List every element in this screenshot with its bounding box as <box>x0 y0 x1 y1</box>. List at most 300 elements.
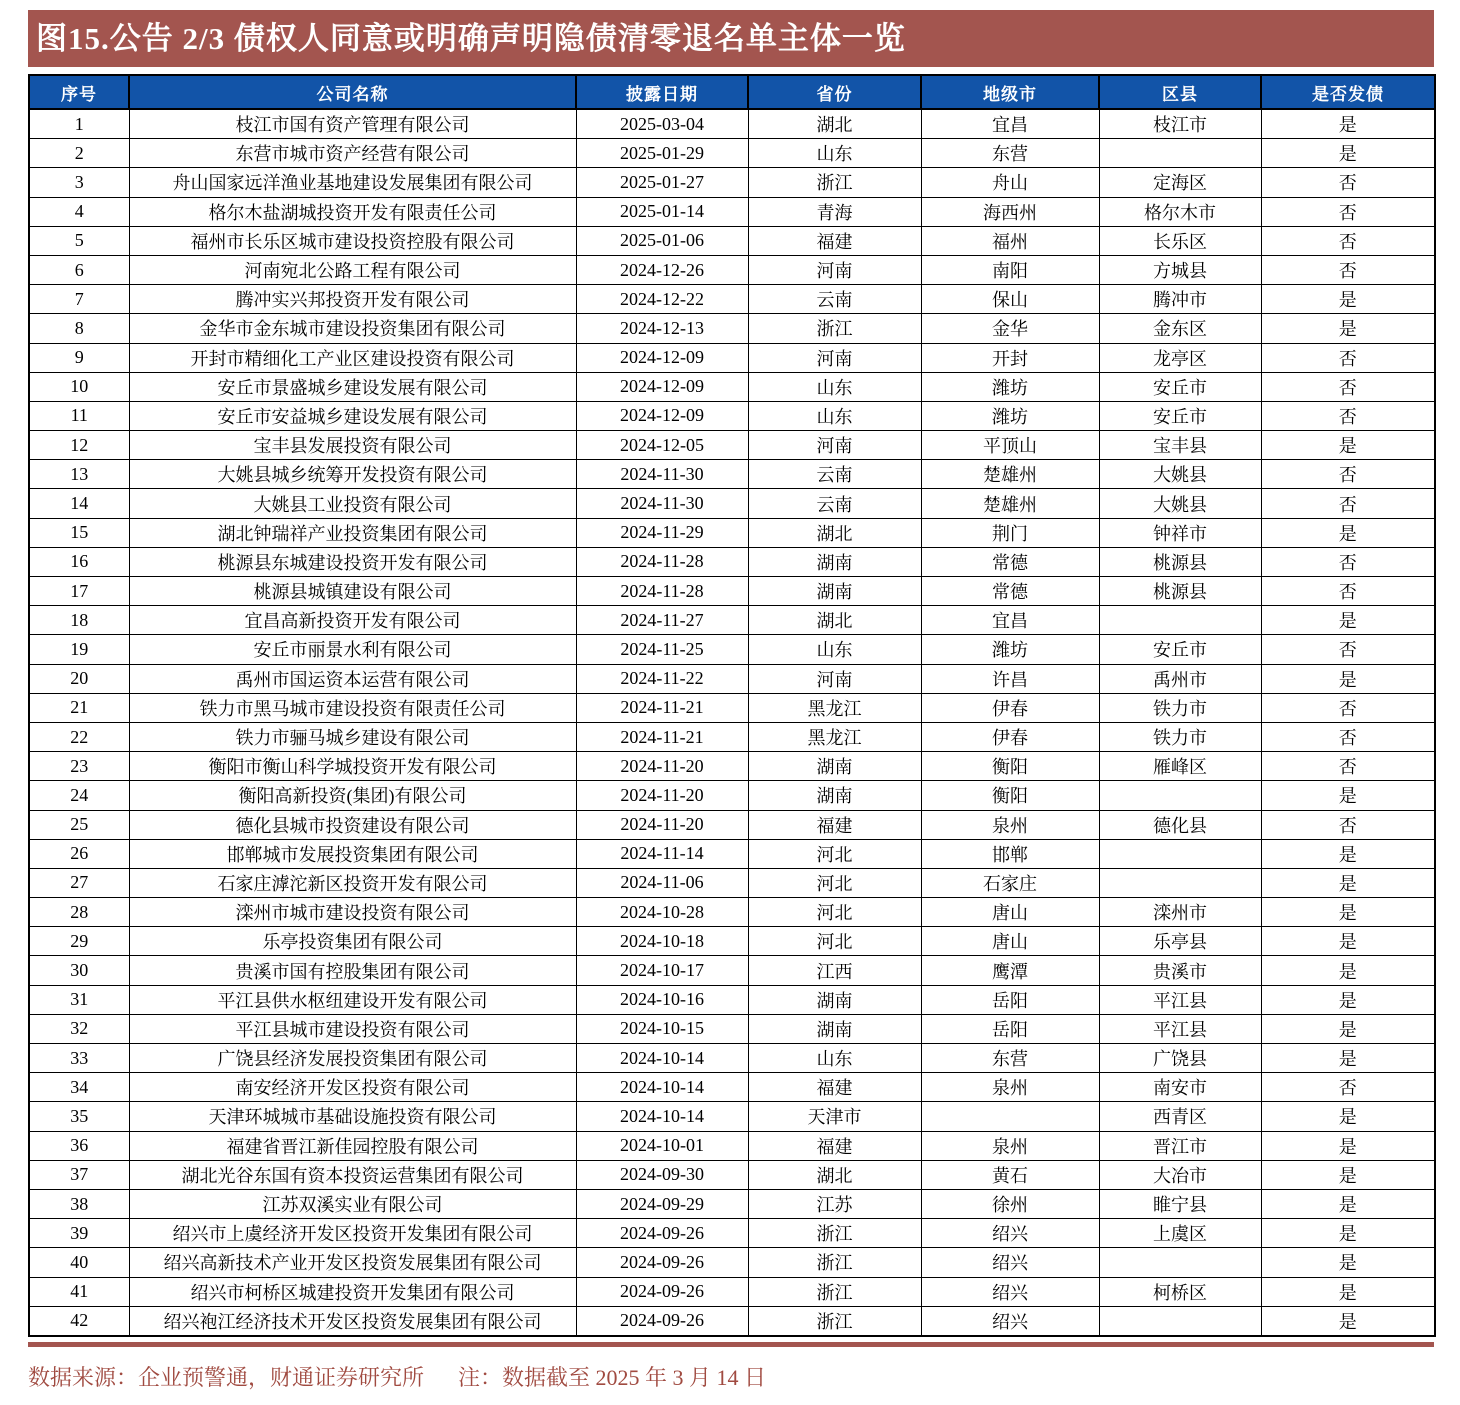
cell-bond-issued: 否 <box>1261 577 1435 606</box>
cell-bond-issued: 是 <box>1261 606 1435 635</box>
cell-index: 18 <box>29 606 129 635</box>
table-row <box>29 1160 1435 1189</box>
cell-province: 浙江 <box>748 1248 921 1277</box>
cell-index: 17 <box>29 577 129 606</box>
cell-disclosure-date: 2024-11-30 <box>576 489 748 518</box>
cell-province: 河北 <box>748 927 921 956</box>
table-row <box>29 1219 1435 1248</box>
cell-index: 38 <box>29 1189 129 1218</box>
cell-district: 广饶县 <box>1099 1044 1261 1073</box>
cell-district: 贵溪市 <box>1099 956 1261 985</box>
cell-district: 大冶市 <box>1099 1160 1261 1189</box>
cell-bond-issued: 是 <box>1261 1189 1435 1218</box>
table-row <box>29 1306 1435 1336</box>
cell-district: 南安市 <box>1099 1073 1261 1102</box>
cell-city: 唐山 <box>921 927 1099 956</box>
cell-index: 21 <box>29 693 129 722</box>
cell-disclosure-date: 2024-11-20 <box>576 781 748 810</box>
cell-province: 福建 <box>748 810 921 839</box>
cell-disclosure-date: 2024-10-16 <box>576 985 748 1014</box>
cell-province: 湖北 <box>748 109 921 139</box>
cell-index: 3 <box>29 168 129 197</box>
table-row <box>29 927 1435 956</box>
table-row <box>29 868 1435 897</box>
cell-index: 29 <box>29 927 129 956</box>
table-row <box>29 226 1435 255</box>
cell-company-name: 德化县城市投资建设有限公司 <box>129 810 576 839</box>
cell-province: 福建 <box>748 1073 921 1102</box>
cell-province: 青海 <box>748 197 921 226</box>
cell-bond-issued: 是 <box>1261 518 1435 547</box>
cell-disclosure-date: 2025-01-29 <box>576 139 748 168</box>
cell-bond-issued: 是 <box>1261 781 1435 810</box>
cell-bond-issued: 是 <box>1261 1219 1435 1248</box>
cell-bond-issued: 否 <box>1261 489 1435 518</box>
cell-company-name: 绍兴市柯桥区城建投资开发集团有限公司 <box>129 1277 576 1306</box>
cell-city: 福州 <box>921 226 1099 255</box>
cell-bond-issued: 否 <box>1261 1073 1435 1102</box>
cell-bond-issued: 是 <box>1261 664 1435 693</box>
cell-province: 云南 <box>748 285 921 314</box>
cell-bond-issued: 是 <box>1261 1102 1435 1131</box>
cell-disclosure-date: 2024-11-06 <box>576 868 748 897</box>
cell-district: 铁力市 <box>1099 693 1261 722</box>
cell-city: 开封 <box>921 343 1099 372</box>
cell-province: 山东 <box>748 635 921 664</box>
cell-district <box>1099 1306 1261 1336</box>
cell-province: 湖北 <box>748 606 921 635</box>
cell-disclosure-date: 2024-09-26 <box>576 1219 748 1248</box>
cell-district: 乐亭县 <box>1099 927 1261 956</box>
cell-city: 海西州 <box>921 197 1099 226</box>
cell-bond-issued: 否 <box>1261 693 1435 722</box>
cell-bond-issued: 是 <box>1261 1306 1435 1336</box>
cell-district: 西青区 <box>1099 1102 1261 1131</box>
cell-index: 2 <box>29 139 129 168</box>
cell-bond-issued: 否 <box>1261 635 1435 664</box>
cell-province: 天津市 <box>748 1102 921 1131</box>
cell-city: 楚雄州 <box>921 460 1099 489</box>
cell-company-name: 湖北钟瑞祥产业投资集团有限公司 <box>129 518 576 547</box>
cell-index: 20 <box>29 664 129 693</box>
cell-disclosure-date: 2024-11-21 <box>576 693 748 722</box>
cell-index: 37 <box>29 1160 129 1189</box>
cell-company-name: 铁力市黑马城市建设投资有限责任公司 <box>129 693 576 722</box>
cell-bond-issued: 是 <box>1261 314 1435 343</box>
cell-city: 徐州 <box>921 1189 1099 1218</box>
cell-disclosure-date: 2024-11-14 <box>576 839 748 868</box>
cell-province: 湖北 <box>748 1160 921 1189</box>
data-note-text: 注：数据截至 2025 年 3 月 14 日 <box>458 1364 767 1390</box>
cell-district: 平江县 <box>1099 985 1261 1014</box>
cell-disclosure-date: 2024-10-15 <box>576 1014 748 1043</box>
cell-disclosure-date: 2024-12-09 <box>576 401 748 430</box>
cell-bond-issued: 是 <box>1261 1277 1435 1306</box>
cell-company-name: 福州市长乐区城市建设投资控股有限公司 <box>129 226 576 255</box>
table-row <box>29 839 1435 868</box>
cell-company-name: 江苏双溪实业有限公司 <box>129 1189 576 1218</box>
cell-company-name: 绍兴市上虞经济开发区投资开发集团有限公司 <box>129 1219 576 1248</box>
cell-index: 8 <box>29 314 129 343</box>
cell-index: 13 <box>29 460 129 489</box>
cell-district: 长乐区 <box>1099 226 1261 255</box>
cell-index: 39 <box>29 1219 129 1248</box>
cell-index: 7 <box>29 285 129 314</box>
column-header-company-name: 公司名称 <box>129 75 576 109</box>
cell-company-name: 滦州市城市建设投资有限公司 <box>129 898 576 927</box>
cell-company-name: 禹州市国运资本运营有限公司 <box>129 664 576 693</box>
cell-city: 宜昌 <box>921 606 1099 635</box>
table-row <box>29 1044 1435 1073</box>
cell-index: 28 <box>29 898 129 927</box>
cell-company-name: 湖北光谷东国有资本投资运营集团有限公司 <box>129 1160 576 1189</box>
cell-city: 岳阳 <box>921 1014 1099 1043</box>
cell-province: 湖南 <box>748 752 921 781</box>
cell-disclosure-date: 2024-10-14 <box>576 1044 748 1073</box>
cell-city <box>921 1102 1099 1131</box>
cell-district <box>1099 781 1261 810</box>
cell-index: 10 <box>29 372 129 401</box>
table-row <box>29 693 1435 722</box>
cell-company-name: 绍兴袍江经济技术开发区投资发展集团有限公司 <box>129 1306 576 1336</box>
table-row <box>29 898 1435 927</box>
cell-index: 36 <box>29 1131 129 1160</box>
cell-disclosure-date: 2024-09-29 <box>576 1189 748 1218</box>
cell-province: 山东 <box>748 1044 921 1073</box>
cell-city: 常德 <box>921 547 1099 576</box>
cell-company-name: 安丘市景盛城乡建设发展有限公司 <box>129 372 576 401</box>
table-row <box>29 985 1435 1014</box>
table-row <box>29 781 1435 810</box>
cell-district: 安丘市 <box>1099 372 1261 401</box>
cell-bond-issued: 是 <box>1261 1248 1435 1277</box>
cell-city: 舟山 <box>921 168 1099 197</box>
cell-city: 泉州 <box>921 1073 1099 1102</box>
table-row <box>29 139 1435 168</box>
cell-company-name: 舟山国家远洋渔业基地建设发展集团有限公司 <box>129 168 576 197</box>
cell-disclosure-date: 2024-12-22 <box>576 285 748 314</box>
cell-city: 石家庄 <box>921 868 1099 897</box>
table-row <box>29 372 1435 401</box>
cell-province: 云南 <box>748 460 921 489</box>
table-row <box>29 285 1435 314</box>
cell-company-name: 邯郸城市发展投资集团有限公司 <box>129 839 576 868</box>
table-row <box>29 606 1435 635</box>
cell-province: 河南 <box>748 664 921 693</box>
cell-index: 14 <box>29 489 129 518</box>
cell-company-name: 枝江市国有资产管理有限公司 <box>129 109 576 139</box>
cell-disclosure-date: 2024-10-17 <box>576 956 748 985</box>
cell-bond-issued: 是 <box>1261 898 1435 927</box>
cell-city: 泉州 <box>921 1131 1099 1160</box>
cell-company-name: 金华市金东城市建设投资集团有限公司 <box>129 314 576 343</box>
cell-disclosure-date: 2024-10-14 <box>576 1073 748 1102</box>
table-row <box>29 401 1435 430</box>
cell-district: 定海区 <box>1099 168 1261 197</box>
cell-index: 34 <box>29 1073 129 1102</box>
cell-city: 东营 <box>921 1044 1099 1073</box>
figure-title: 图15.公告 2/3 债权人同意或明确声明隐债清零退名单主体一览 <box>28 10 1434 67</box>
cell-disclosure-date: 2025-01-06 <box>576 226 748 255</box>
cell-disclosure-date: 2024-12-13 <box>576 314 748 343</box>
cell-bond-issued: 否 <box>1261 197 1435 226</box>
data-source-text: 数据来源：企业预警通，财通证券研究所 <box>28 1364 425 1390</box>
table-row <box>29 314 1435 343</box>
cell-district: 雁峰区 <box>1099 752 1261 781</box>
cell-district <box>1099 606 1261 635</box>
cell-city: 平顶山 <box>921 431 1099 460</box>
cell-disclosure-date: 2024-10-28 <box>576 898 748 927</box>
cell-bond-issued: 是 <box>1261 1160 1435 1189</box>
cell-city: 东营 <box>921 139 1099 168</box>
cell-company-name: 南安经济开发区投资有限公司 <box>129 1073 576 1102</box>
cell-disclosure-date: 2024-12-09 <box>576 372 748 401</box>
cell-city: 荆门 <box>921 518 1099 547</box>
column-header-city: 地级市 <box>921 75 1099 109</box>
cell-company-name: 大姚县城乡统筹开发投资有限公司 <box>129 460 576 489</box>
cell-city: 伊春 <box>921 693 1099 722</box>
cell-city: 金华 <box>921 314 1099 343</box>
cell-district <box>1099 839 1261 868</box>
cell-city: 绍兴 <box>921 1277 1099 1306</box>
cell-bond-issued: 是 <box>1261 839 1435 868</box>
table-row <box>29 518 1435 547</box>
cell-district: 枝江市 <box>1099 109 1261 139</box>
debt-clearance-table <box>28 74 1436 1337</box>
cell-company-name: 安丘市丽景水利有限公司 <box>129 635 576 664</box>
cell-city: 许昌 <box>921 664 1099 693</box>
cell-province: 山东 <box>748 372 921 401</box>
cell-province: 河南 <box>748 255 921 284</box>
cell-bond-issued: 是 <box>1261 285 1435 314</box>
cell-city: 邯郸 <box>921 839 1099 868</box>
cell-province: 湖南 <box>748 781 921 810</box>
cell-disclosure-date: 2024-11-21 <box>576 722 748 751</box>
cell-index: 30 <box>29 956 129 985</box>
cell-city: 楚雄州 <box>921 489 1099 518</box>
cell-company-name: 开封市精细化工产业区建设投资有限公司 <box>129 343 576 372</box>
cell-district: 钟祥市 <box>1099 518 1261 547</box>
table-row <box>29 635 1435 664</box>
cell-bond-issued: 否 <box>1261 460 1435 489</box>
cell-bond-issued: 否 <box>1261 810 1435 839</box>
cell-index: 24 <box>29 781 129 810</box>
cell-index: 5 <box>29 226 129 255</box>
cell-index: 40 <box>29 1248 129 1277</box>
cell-city: 潍坊 <box>921 635 1099 664</box>
cell-province: 浙江 <box>748 1306 921 1336</box>
cell-province: 福建 <box>748 226 921 255</box>
cell-index: 25 <box>29 810 129 839</box>
table-row <box>29 1014 1435 1043</box>
cell-company-name: 宝丰县发展投资有限公司 <box>129 431 576 460</box>
cell-bond-issued: 否 <box>1261 722 1435 751</box>
cell-city: 潍坊 <box>921 372 1099 401</box>
cell-city: 鹰潭 <box>921 956 1099 985</box>
column-header-disclosure-date: 披露日期 <box>576 75 748 109</box>
cell-district: 金东区 <box>1099 314 1261 343</box>
cell-disclosure-date: 2024-11-28 <box>576 577 748 606</box>
cell-district: 宝丰县 <box>1099 431 1261 460</box>
cell-district: 晋江市 <box>1099 1131 1261 1160</box>
cell-disclosure-date: 2024-11-20 <box>576 752 748 781</box>
cell-company-name: 福建省晋江新佳园控股有限公司 <box>129 1131 576 1160</box>
cell-city: 衡阳 <box>921 781 1099 810</box>
cell-city: 伊春 <box>921 722 1099 751</box>
cell-province: 山东 <box>748 401 921 430</box>
cell-district: 平江县 <box>1099 1014 1261 1043</box>
cell-province: 山东 <box>748 139 921 168</box>
table-body <box>29 109 1435 1336</box>
figure-bottom-rule <box>28 1342 1434 1347</box>
cell-bond-issued: 是 <box>1261 956 1435 985</box>
cell-company-name: 天津环城城市基础设施投资有限公司 <box>129 1102 576 1131</box>
cell-bond-issued: 否 <box>1261 547 1435 576</box>
cell-disclosure-date: 2024-09-30 <box>576 1160 748 1189</box>
cell-province: 浙江 <box>748 168 921 197</box>
cell-district: 格尔木市 <box>1099 197 1261 226</box>
cell-company-name: 石家庄滹沱新区投资开发有限公司 <box>129 868 576 897</box>
cell-company-name: 绍兴高新技术产业开发区投资发展集团有限公司 <box>129 1248 576 1277</box>
table-row <box>29 460 1435 489</box>
cell-company-name: 桃源县城镇建设有限公司 <box>129 577 576 606</box>
cell-district: 大姚县 <box>1099 460 1261 489</box>
cell-disclosure-date: 2024-11-27 <box>576 606 748 635</box>
cell-index: 11 <box>29 401 129 430</box>
cell-company-name: 平江县供水枢纽建设开发有限公司 <box>129 985 576 1014</box>
table-row <box>29 197 1435 226</box>
cell-disclosure-date: 2024-09-26 <box>576 1248 748 1277</box>
cell-bond-issued: 否 <box>1261 401 1435 430</box>
cell-district: 德化县 <box>1099 810 1261 839</box>
table-row <box>29 489 1435 518</box>
cell-disclosure-date: 2024-11-30 <box>576 460 748 489</box>
cell-index: 32 <box>29 1014 129 1043</box>
cell-district: 龙亭区 <box>1099 343 1261 372</box>
cell-district: 桃源县 <box>1099 577 1261 606</box>
cell-disclosure-date: 2024-11-20 <box>576 810 748 839</box>
column-header-district: 区县 <box>1099 75 1261 109</box>
cell-province: 湖南 <box>748 1014 921 1043</box>
cell-company-name: 衡阳高新投资(集团)有限公司 <box>129 781 576 810</box>
cell-disclosure-date: 2025-03-04 <box>576 109 748 139</box>
cell-province: 湖北 <box>748 518 921 547</box>
cell-city: 绍兴 <box>921 1248 1099 1277</box>
table-row <box>29 722 1435 751</box>
cell-district: 安丘市 <box>1099 635 1261 664</box>
cell-company-name: 东营市城市资产经营有限公司 <box>129 139 576 168</box>
cell-disclosure-date: 2025-01-27 <box>576 168 748 197</box>
cell-city: 岳阳 <box>921 985 1099 1014</box>
cell-province: 福建 <box>748 1131 921 1160</box>
table-row <box>29 343 1435 372</box>
table-row <box>29 664 1435 693</box>
cell-disclosure-date: 2024-11-25 <box>576 635 748 664</box>
cell-city: 保山 <box>921 285 1099 314</box>
cell-bond-issued: 是 <box>1261 431 1435 460</box>
cell-district: 上虞区 <box>1099 1219 1261 1248</box>
cell-index: 41 <box>29 1277 129 1306</box>
cell-district: 腾冲市 <box>1099 285 1261 314</box>
cell-city: 泉州 <box>921 810 1099 839</box>
cell-disclosure-date: 2024-12-26 <box>576 255 748 284</box>
table-row <box>29 810 1435 839</box>
cell-company-name: 衡阳市衡山科学城投资开发有限公司 <box>129 752 576 781</box>
cell-company-name: 平江县城市建设投资有限公司 <box>129 1014 576 1043</box>
table-row <box>29 577 1435 606</box>
cell-company-name: 贵溪市国有控股集团有限公司 <box>129 956 576 985</box>
cell-index: 23 <box>29 752 129 781</box>
cell-bond-issued: 否 <box>1261 343 1435 372</box>
cell-province: 湖南 <box>748 547 921 576</box>
table-row <box>29 1073 1435 1102</box>
cell-disclosure-date: 2024-09-26 <box>576 1277 748 1306</box>
cell-disclosure-date: 2024-10-01 <box>576 1131 748 1160</box>
column-header-index: 序号 <box>29 75 129 109</box>
cell-index: 15 <box>29 518 129 547</box>
cell-province: 河北 <box>748 839 921 868</box>
cell-company-name: 格尔木盐湖城投资开发有限责任公司 <box>129 197 576 226</box>
cell-company-name: 乐亭投资集团有限公司 <box>129 927 576 956</box>
table-row <box>29 255 1435 284</box>
cell-index: 33 <box>29 1044 129 1073</box>
cell-disclosure-date: 2024-11-28 <box>576 547 748 576</box>
cell-bond-issued: 否 <box>1261 226 1435 255</box>
cell-disclosure-date: 2024-09-26 <box>576 1306 748 1336</box>
cell-district: 桃源县 <box>1099 547 1261 576</box>
cell-company-name: 腾冲实兴邦投资开发有限公司 <box>129 285 576 314</box>
cell-province: 河北 <box>748 868 921 897</box>
table-row <box>29 431 1435 460</box>
cell-company-name: 铁力市骊马城乡建设有限公司 <box>129 722 576 751</box>
cell-bond-issued: 是 <box>1261 1044 1435 1073</box>
table-row <box>29 1131 1435 1160</box>
table-row <box>29 1248 1435 1277</box>
cell-province: 河南 <box>748 343 921 372</box>
table-row <box>29 109 1435 139</box>
cell-province: 河北 <box>748 898 921 927</box>
cell-city: 衡阳 <box>921 752 1099 781</box>
cell-bond-issued: 否 <box>1261 168 1435 197</box>
cell-province: 湖南 <box>748 985 921 1014</box>
cell-disclosure-date: 2024-12-09 <box>576 343 748 372</box>
cell-company-name: 河南宛北公路工程有限公司 <box>129 255 576 284</box>
cell-city: 绍兴 <box>921 1219 1099 1248</box>
cell-city: 唐山 <box>921 898 1099 927</box>
cell-district <box>1099 139 1261 168</box>
cell-district: 睢宁县 <box>1099 1189 1261 1218</box>
cell-district: 铁力市 <box>1099 722 1261 751</box>
cell-index: 1 <box>29 109 129 139</box>
cell-district: 滦州市 <box>1099 898 1261 927</box>
cell-index: 19 <box>29 635 129 664</box>
cell-index: 27 <box>29 868 129 897</box>
cell-index: 9 <box>29 343 129 372</box>
table-row <box>29 1102 1435 1131</box>
cell-province: 江苏 <box>748 1189 921 1218</box>
cell-province: 湖南 <box>748 577 921 606</box>
cell-company-name: 桃源县东城建设投资开发有限公司 <box>129 547 576 576</box>
cell-disclosure-date: 2024-10-18 <box>576 927 748 956</box>
cell-district: 柯桥区 <box>1099 1277 1261 1306</box>
cell-province: 浙江 <box>748 314 921 343</box>
cell-district: 方城县 <box>1099 255 1261 284</box>
cell-bond-issued: 是 <box>1261 868 1435 897</box>
cell-city: 南阳 <box>921 255 1099 284</box>
figure-container <box>28 10 1434 1392</box>
cell-city: 宜昌 <box>921 109 1099 139</box>
cell-company-name: 宜昌高新投资开发有限公司 <box>129 606 576 635</box>
